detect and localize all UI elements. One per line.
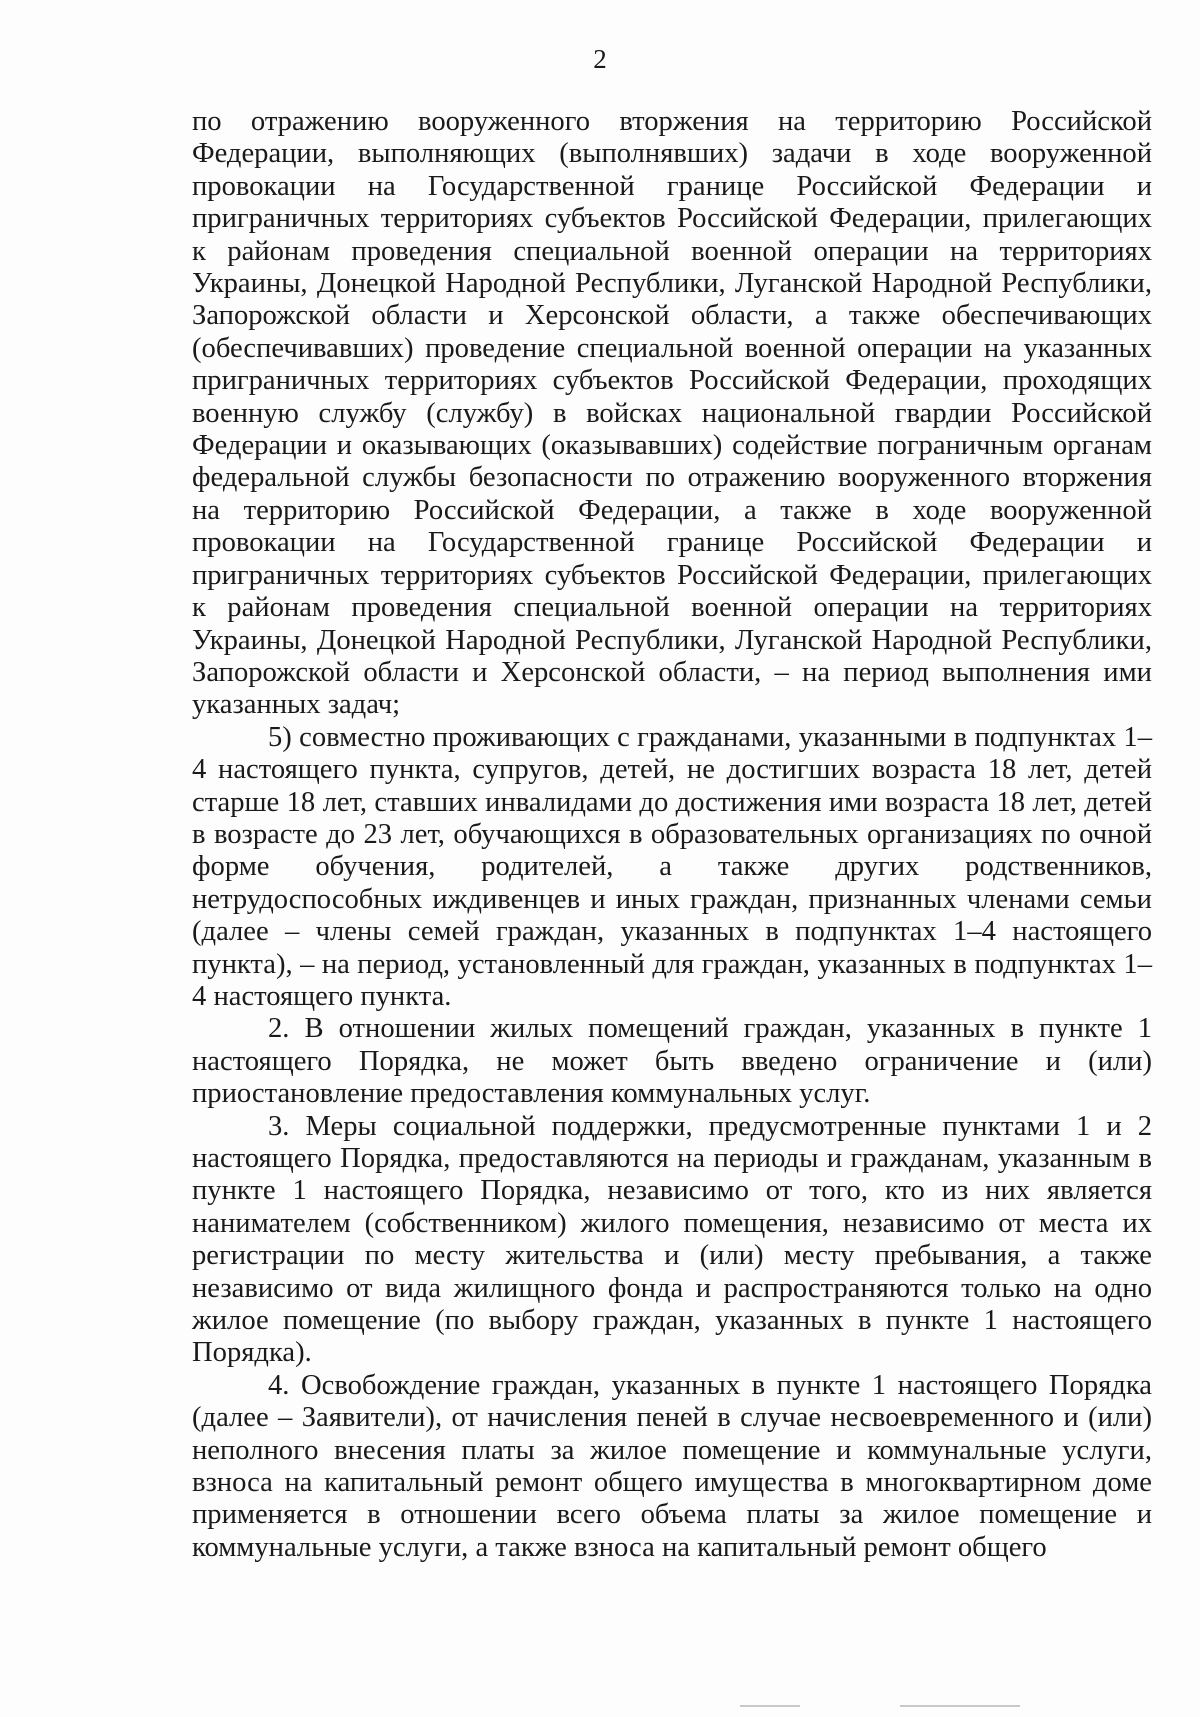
document-body <box>192 106 1152 1564</box>
page-number: 2 <box>593 44 607 74</box>
paragraph-item-2: 2. В отношении жилых помещений граждан, указанных в пункте 1 настоящего Порядка, не может быть введено ограничение и (или) приостановление предоставления коммунальных услуг. <box>192 1013 1152 1110</box>
paragraph-item-4: 4. Освобождение граждан, указанных в пункте 1 настоящего Порядка (далее – Заявители), от начисления пеней в случае несвоевременного и (или) неполного внесения платы за жилое помещение и коммунальные услуги, взноса на капитальный ремонт общего имущества в многоквартирном доме применяется в отношении всего объема платы за жилое помещение и коммунальные услуги, а также взноса на капитальный ремонт общего <box>192 1369 1152 1563</box>
paragraph-subitem-5: 5) совместно проживающих с гражданами, указанными в подпунктах 1–4 настоящего пункта, супругов, детей, не достигших возраста 18 лет, детей старше 18 лет, ставших инвалидами до достижения ими возраста 18 лет, детей в возрасте до 23 лет, обучающихся в образовательных организациях по очной форме обучения, родителей, а также других родственников, нетрудоспособных иждивенцев и иных граждан, признанных членами семьи (далее – члены семей граждан, указанных в подпунктах 1–4 настоящего пункта), – на период, установленный для граждан, указанных в подпунктах 1–4 настоящего пункта. <box>192 721 1152 1012</box>
scan-artifact <box>740 1705 800 1707</box>
paragraph-item-3: 3. Меры социальной поддержки, предусмотренные пунктами 1 и 2 настоящего Порядка, предоставляются на периоды и гражданам, указанным в пункте 1 настоящего Порядка, независимо от того, кто из них является нанимателем (собственником) жилого помещения, независимо от места их регистрации по месту жительства и (или) месту пребывания, а также независимо от вида жилищного фонда и распространяются только на одно жилое помещение (по выбору граждан, указанных в пункте 1 настоящего Порядка). <box>192 1110 1152 1369</box>
scan-artifact <box>900 1705 1020 1707</box>
paragraph-continuation: по отражению вооруженного вторжения на территорию Российской Федерации, выполняющих (выполнявших) задачи в ходе вооруженной провокации на Государственной границе Российской Федерации и приграничных территориях субъектов Российской Федерации, прилегающих к районам проведения специальной военной операции на территориях Украины, Донецкой Народной Республики, Луганской Народной Республики, Запорожской области и Херсонской области, а также обеспечивающих (обеспечивавших) проведение специальной военной операции на указанных приграничных территориях субъектов Российской Федерации, проходящих военную службу (службу) в войсках национальной гвардии Российской Федерации и оказывающих (оказывавших) содействие пограничным органам федеральной службы безопасности по отражению вооруженного вторжения на территорию Российской Федерации, а также в ходе вооруженной провокации на Государственной границе Российской Федерации и приграничных территориях субъектов Российской Федерации, прилегающих к районам проведения специальной военной операции на территориях Украины, Донецкой Народной Республики, Луганской Народной Республики, Запорожской области и Херсонской области, – на период выполнения ими указанных задач; <box>192 106 1152 721</box>
